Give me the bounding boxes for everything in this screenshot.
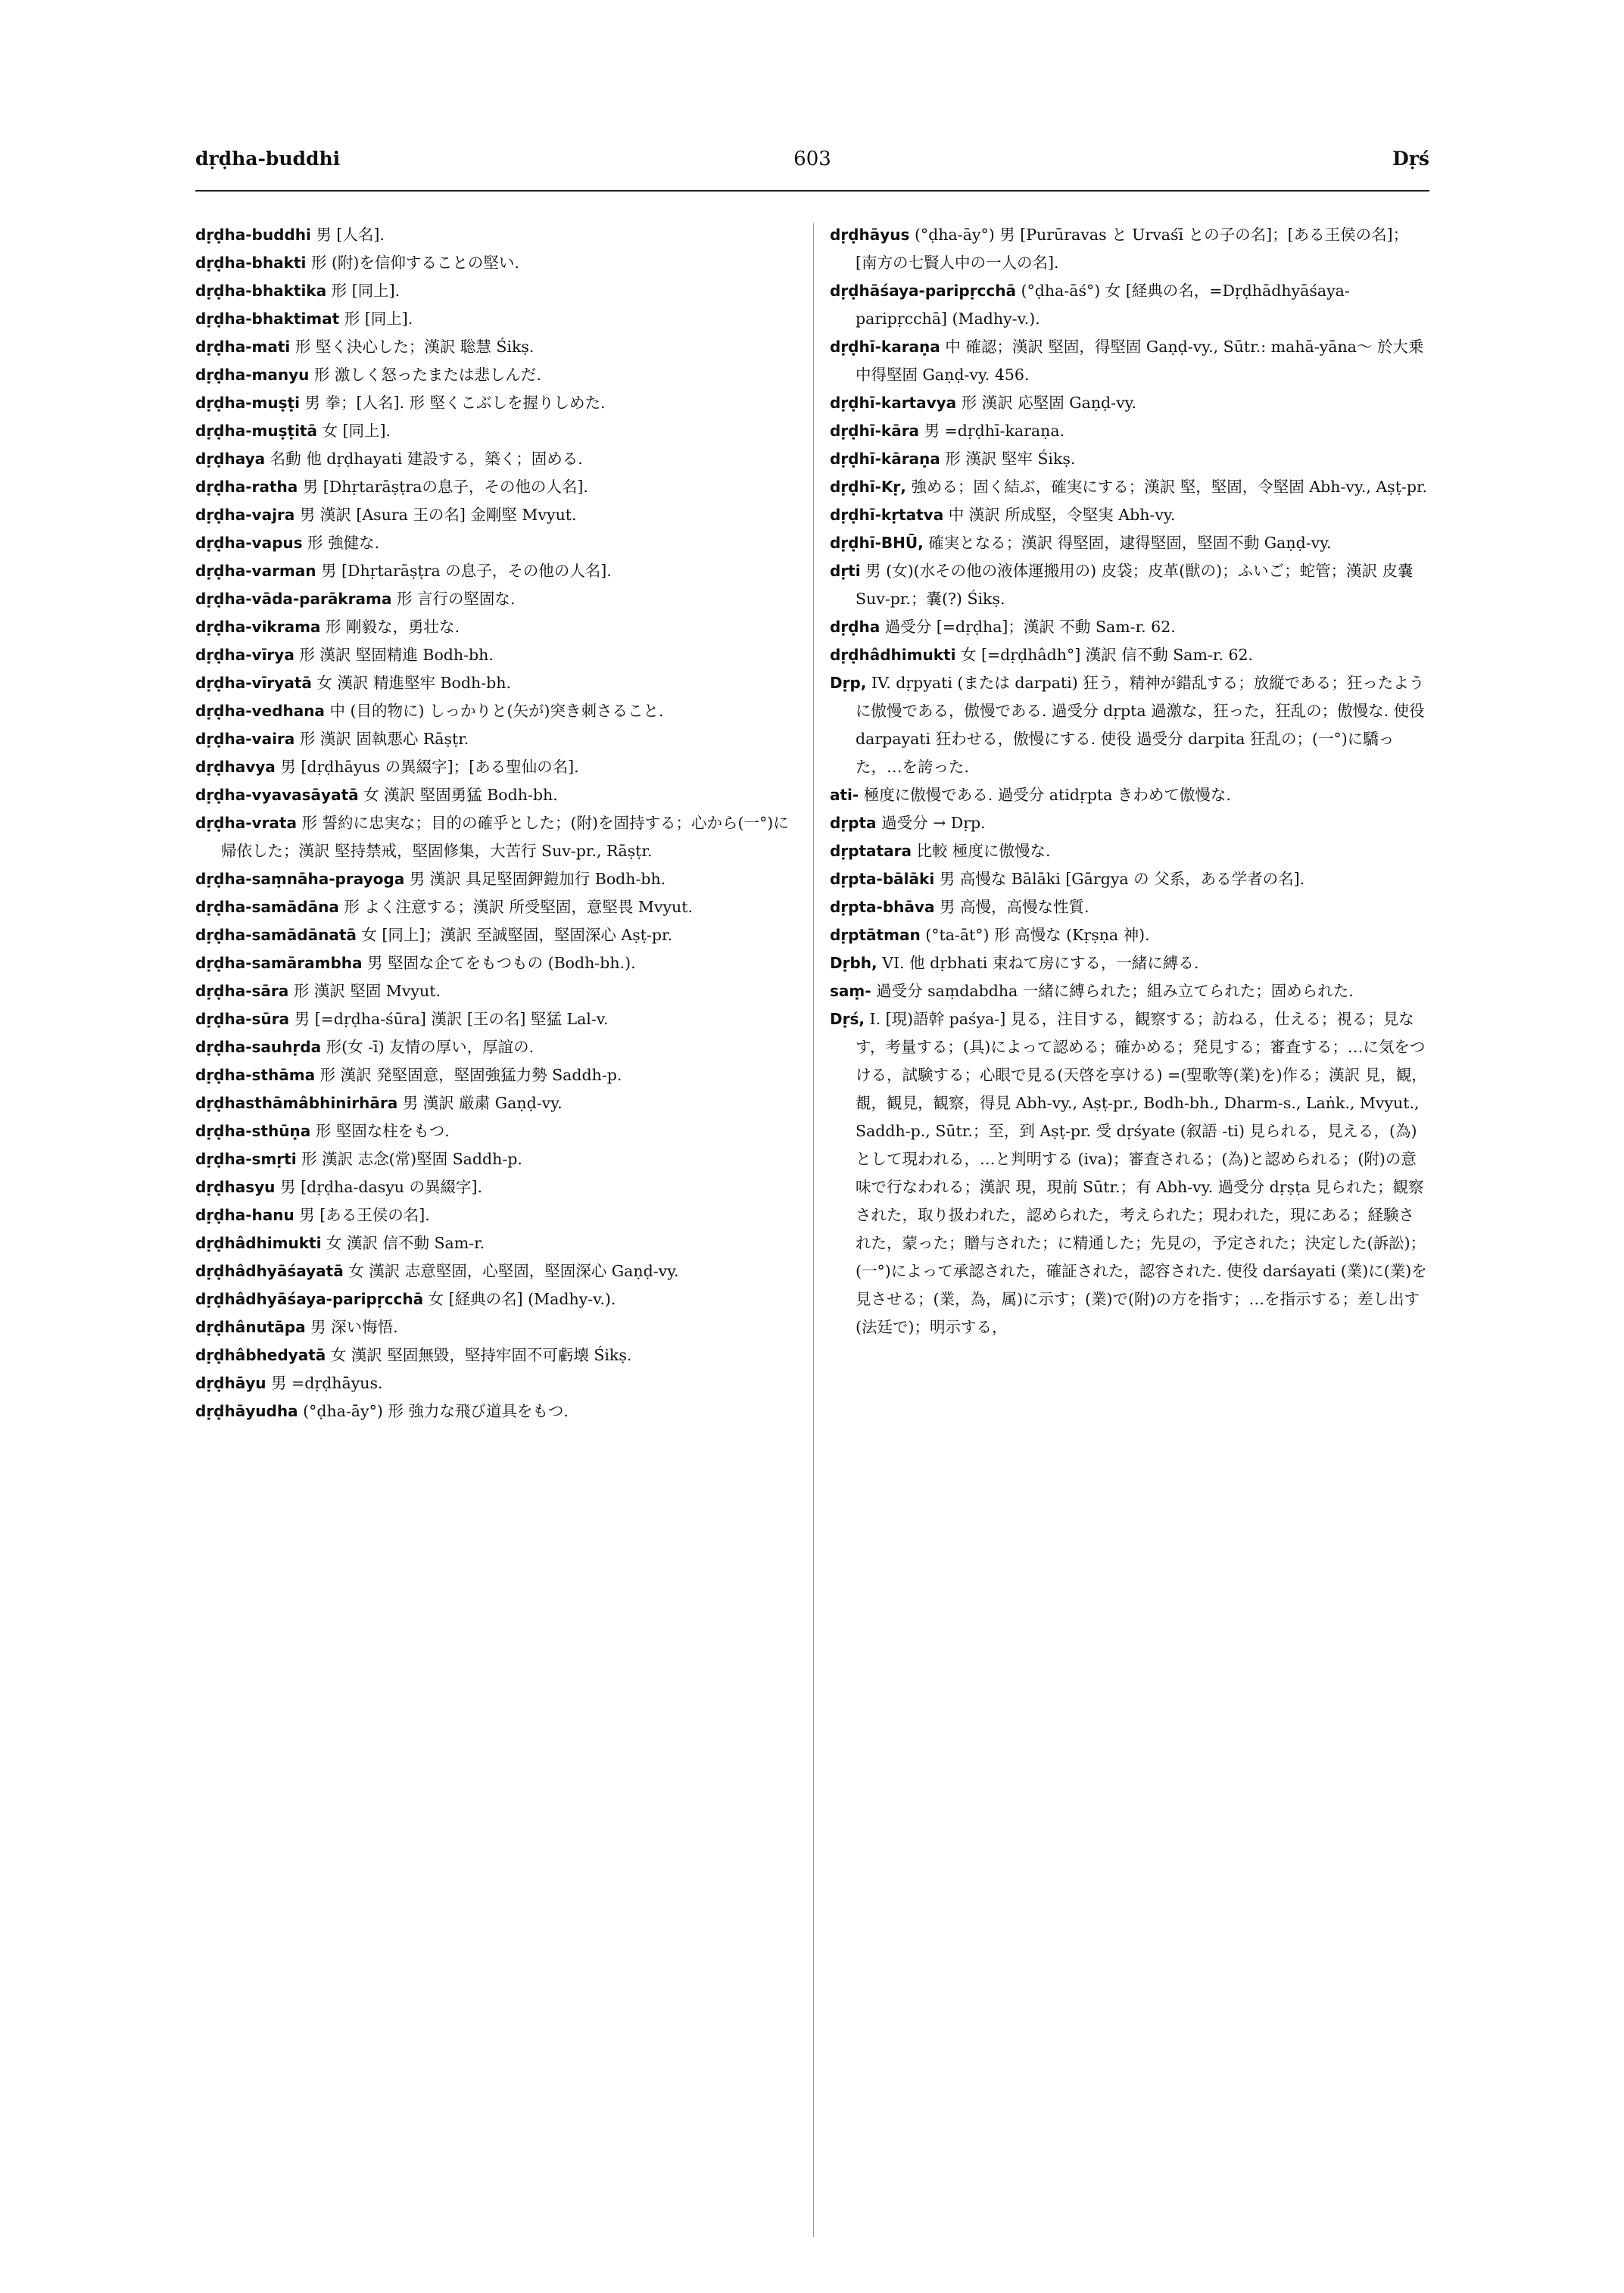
entry-definition: (°ḍha-āy°) 男 [Purūravas と Urvaśī との子の名]；[ある王侯の名]；[南方の七賢人中の一人の名]. <box>856 226 1409 272</box>
entry-definition: 形 激しく怒ったまたは悲しんだ. <box>309 366 541 384</box>
entry-definition: 女 漢訳 堅固勇猛 Bodh-bh. <box>358 786 558 804</box>
dictionary-entry <box>830 1005 1428 1341</box>
dictionary-entry <box>830 557 1428 613</box>
entry-definition: 形 漢訳 堅固 Mvyut. <box>288 982 441 1000</box>
entry-definition: 男 [Dhṛtarāṣṭraの息子，その他の人名]. <box>298 478 588 496</box>
dictionary-entry <box>195 1201 793 1229</box>
entry-headword: dṛḍhavya <box>195 758 276 776</box>
dictionary-entry <box>830 949 1428 977</box>
dictionary-entry <box>195 249 793 277</box>
dictionary-entry <box>830 613 1428 641</box>
entry-definition: 男 [Dhṛtarāṣṭra の息子，その他の人名]. <box>316 562 612 580</box>
dictionary-entry <box>195 613 793 641</box>
dictionary-entry <box>830 893 1428 921</box>
entry-headword: dṛḍha-vīrya <box>195 646 295 664</box>
entry-definition: 男 [dṛḍhāyus の異綴字]；[ある聖仙の名]. <box>275 758 579 776</box>
entry-definition: 過受分 saṃdabdha 一緒に縛られた；組み立てられた；固められた. <box>871 982 1354 1000</box>
entry-headword: dṛḍhī-kṛtatva <box>830 506 944 524</box>
dictionary-entry <box>195 1005 793 1033</box>
entry-definition: 男 漢訳 厳粛 Gaṇḍ-vy. <box>397 1094 563 1112</box>
entry-headword: dṛḍha-vaira <box>195 730 295 748</box>
dictionary-entry <box>195 1089 793 1117</box>
entry-headword: dṛḍha-manyu <box>195 366 310 384</box>
entry-definition: 形 漢訳 固執悪心 Rāṣṭr. <box>295 730 469 748</box>
page-header <box>195 148 1429 185</box>
entry-headword: dṛḍha-saṃnāha-prayoga <box>195 870 405 888</box>
entry-headword: dṛḍha-hanu <box>195 1206 295 1224</box>
dictionary-entry <box>195 417 793 445</box>
entry-definition: 男 深い悔悟. <box>305 1318 398 1336</box>
entry-definition: 女 漢訳 精進堅牢 Bodh-bh. <box>311 674 511 692</box>
dictionary-entry <box>195 585 793 613</box>
entry-headword: dṛḍha-samārambha <box>195 954 363 972</box>
entry-headword: dṛḍha-vrata <box>195 814 297 832</box>
dictionary-entry <box>195 753 793 781</box>
entry-headword: dṛḍhânutāpa <box>195 1318 306 1336</box>
entry-headword: dṛḍha-samādānatā <box>195 926 357 944</box>
entry-definition: 形 言行の堅固な. <box>391 590 516 608</box>
dictionary-entry <box>195 445 793 473</box>
entry-definition: 男 [=dṛḍha-śūra] 漢訳 [王の名] 堅猛 Lal-v. <box>289 1010 609 1028</box>
entry-definition: 形 漢訳 堅固精進 Bodh-bh. <box>294 646 494 664</box>
dictionary-entry <box>195 669 793 697</box>
entry-definition: 男 [人名]. <box>310 226 385 244</box>
entry-headword: Dṛś, <box>830 1010 865 1028</box>
entry-definition: 男 (女)(水その他の液体運搬用の) 皮袋；皮革(獣の)；ふいご；蛇管；漢訳 皮嚢 Suv-pr.；嚢(?) Śikṣ. <box>856 562 1414 608</box>
entry-headword: dṛti <box>830 562 861 580</box>
entry-headword: dṛḍha-mati <box>195 338 291 356</box>
dictionary-entry <box>195 1313 793 1341</box>
entry-headword: dṛḍhī-kartavya <box>830 394 957 412</box>
dictionary-entry <box>830 445 1428 473</box>
entry-definition: IV. dṛpyati (または darpati) 狂う，精神が錯乱する；放縦である；狂ったように傲慢である，傲慢である. 過受分 dṛpta 過激な，狂った，狂乱の；傲慢な. 使役 darpayati 狂わせる，傲慢にする. 使役 過受分 darpita 狂乱の；(一°)に驕った，…を誇った. <box>856 674 1425 776</box>
dictionary-entry <box>830 809 1428 837</box>
entry-definition: 女 [同上]；漢訳 至誠堅固，堅固深心 Aṣṭ-pr. <box>356 926 673 944</box>
entry-headword: dṛḍha <box>830 618 881 636</box>
entry-headword: dṛḍha-vapus <box>195 534 303 552</box>
entry-headword: dṛḍhī-kāraṇa <box>830 450 940 468</box>
dictionary-entry <box>195 389 793 417</box>
entry-headword: dṛḍhī-kāra <box>830 422 920 440</box>
dictionary-entry <box>195 865 793 893</box>
dictionary-entry <box>830 529 1428 557</box>
entry-headword: dṛpta-bhāva <box>830 898 935 916</box>
entry-definition: 男 =dṛḍhāyus. <box>266 1374 383 1392</box>
entry-headword: dṛḍha-vīryatā <box>195 674 312 692</box>
dictionary-entry <box>195 809 793 865</box>
entry-definition: VI. 他 dṛbhati 束ねて房にする，一緒に縛る. <box>877 954 1199 972</box>
entry-definition: 形 [同上]. <box>339 310 413 328</box>
dictionary-entry <box>195 305 793 333</box>
dictionary-entry <box>830 333 1428 389</box>
dictionary-entry <box>195 361 793 389</box>
dictionary-entry <box>195 977 793 1005</box>
entry-definition: 過受分 [=dṛḍha]；漢訳 不動 Sam-r. 62. <box>880 618 1176 636</box>
entry-definition: 男 漢訳 具足堅固鉀鎧加行 Bodh-bh. <box>404 870 666 888</box>
entry-headword: dṛḍhāyus <box>830 226 910 244</box>
entry-headword: dṛḍha-sauhṛda <box>195 1038 322 1056</box>
entry-definition: 形 剛毅な，勇壮な. <box>320 618 460 636</box>
dictionary-entry <box>195 641 793 669</box>
entry-definition: (°ta-āt°) 形 高慢な (Kṛṣṇa 神). <box>920 926 1150 944</box>
entry-headword: dṛḍha-sthūṇa <box>195 1122 311 1140</box>
entry-definition: 確実となる；漢訳 得堅固，逮得堅固，堅固不動 Gaṇḍ-vy. <box>923 534 1332 552</box>
entry-headword: dṛḍha-varman <box>195 562 316 580</box>
entry-definition: 形 漢訳 堅牢 Śikṣ. <box>940 450 1076 468</box>
entry-definition: 女 [経典の名] (Madhy-v.). <box>423 1290 616 1308</box>
entry-headword: dṛḍha-ratha <box>195 478 298 496</box>
dictionary-entry <box>830 389 1428 417</box>
entry-headword: dṛḍha-muṣṭitā <box>195 422 317 440</box>
dictionary-entry <box>195 221 793 249</box>
right-column <box>830 221 1428 1341</box>
entry-definition: 形 堅固な柱をもつ. <box>310 1122 450 1140</box>
entry-headword: dṛḍhâdhimukti <box>830 646 956 664</box>
entry-definition: 男 =dṛḍhī-karaṇa. <box>919 422 1065 440</box>
entry-headword: dṛḍhī-BHŪ, <box>830 534 924 552</box>
dictionary-entry <box>195 949 793 977</box>
header-rule <box>195 190 1429 192</box>
entry-headword: dṛḍha-smṛti <box>195 1150 297 1168</box>
entry-definition: 女 漢訳 志意堅固，心堅固，堅固深心 Gaṇḍ-vy. <box>343 1262 679 1280</box>
entry-headword: dṛḍha-samādāna <box>195 898 339 916</box>
entry-definition: 男 拳；[人名]. 形 堅くこぶしを握りしめた. <box>299 394 606 412</box>
entry-headword: dṛḍhāyu <box>195 1374 267 1392</box>
entry-headword: dṛḍhaya <box>195 450 266 468</box>
running-head-right: Dṛś <box>1392 148 1429 170</box>
left-column <box>195 221 793 1425</box>
entry-definition: 男 堅固な企てをもつもの (Bodh-bh.). <box>362 954 636 972</box>
entry-headword: dṛptatara <box>830 842 912 860</box>
dictionary-entry <box>830 921 1428 949</box>
dictionary-entry <box>195 1061 793 1089</box>
entry-headword: dṛḍha-bhaktimat <box>195 310 340 328</box>
entry-headword: dṛḍha-sāra <box>195 982 289 1000</box>
entry-definition: 形(女 -ī) 友情の厚い，厚誼の. <box>321 1038 535 1056</box>
dictionary-entry <box>195 557 793 585</box>
dictionary-entry <box>195 1173 793 1201</box>
entry-definition: 極度に傲慢である. 過受分 atidṛpta きわめて傲慢な. <box>859 786 1231 804</box>
entry-definition: 中 確認；漢訳 堅固，得堅固 Gaṇḍ-vy., Sūtr.: mahā-yāna～ 於大乗中得堅固 Gaṇḍ-vy. 456. <box>856 338 1424 384</box>
entry-definition: 男 [dṛḍha-dasyu の異綴字]. <box>275 1178 483 1196</box>
entry-headword: dṛḍha-vāda-parākrama <box>195 590 392 608</box>
dictionary-entry <box>830 837 1428 865</box>
dictionary-entry <box>195 1117 793 1145</box>
dictionary-entry <box>830 473 1428 501</box>
entry-headword: dṛḍha-muṣṭi <box>195 394 300 412</box>
dictionary-entry <box>195 921 793 949</box>
dictionary-entry <box>195 1397 793 1425</box>
entry-definition: 男 高慢な Bālāki [Gārgya の 父系，ある学者の名]. <box>934 870 1305 888</box>
dictionary-entry <box>830 417 1428 445</box>
entry-headword: dṛḍhâdhimukti <box>195 1234 322 1252</box>
entry-headword: dṛḍhasyu <box>195 1178 276 1196</box>
dictionary-entry <box>830 977 1428 1005</box>
dictionary-entry <box>195 697 793 725</box>
entry-definition: 男 [ある王侯の名]. <box>294 1206 430 1224</box>
dictionary-entry <box>195 501 793 529</box>
dictionary-entry <box>830 641 1428 669</box>
dictionary-entry <box>195 893 793 921</box>
entry-definition: 形 誓約に忠実な；目的の確乎とした；(附)を固持する；心から(一°)に帰依した；漢訳 堅持禁戒，堅固修集，大苦行 Suv-pr., Rāṣṭr. <box>221 814 789 860</box>
entry-headword: dṛḍha-sūra <box>195 1010 290 1028</box>
entry-definition: 女 [同上]. <box>317 422 391 440</box>
entry-headword: dṛḍhāśaya-paripṛcchā <box>830 282 1017 300</box>
entry-definition: 形 強健な. <box>302 534 380 552</box>
entry-headword: dṛḍhasthāmâbhinirhāra <box>195 1094 398 1112</box>
entry-headword: dṛḍha-sthāma <box>195 1066 316 1084</box>
dictionary-entry <box>195 1369 793 1397</box>
entry-definition: 形 漢訳 志念(常)堅固 Saddh-p. <box>296 1150 522 1168</box>
entry-headword: dṛḍhâdhyāśaya-paripṛcchā <box>195 1290 424 1308</box>
entry-definition: 過受分 → Dṛp. <box>876 814 986 832</box>
entry-headword: dṛḍha-vajra <box>195 506 295 524</box>
entry-headword: dṛḍha-buddhi <box>195 226 311 244</box>
entry-headword: dṛḍha-bhakti <box>195 254 307 272</box>
dictionary-entry <box>830 781 1428 809</box>
page-number: 603 <box>793 148 831 170</box>
entry-definition: 強める；固く結ぶ，確実にする；漢訳 堅，堅固，令堅固 Abh-vy., Aṣṭ-pr. <box>906 478 1428 496</box>
entry-definition: (°ḍha-āś°) 女 [経典の名，=Dṛḍhādhyāśaya-paripṛcchā] (Madhy-v.). <box>856 282 1350 328</box>
dictionary-entry <box>195 1257 793 1285</box>
entry-headword: dṛpta <box>830 814 877 832</box>
column-divider <box>813 223 814 2237</box>
dictionary-entry <box>195 333 793 361</box>
entry-definition: 男 漢訳 [Asura 王の名] 金剛堅 Mvyut. <box>295 506 577 524</box>
entry-definition: 女 漢訳 堅固無毀，堅持牢固不可虧壊 Śikṣ. <box>326 1346 632 1364</box>
entry-definition: 中 (目的物に) しっかりと(矢が)突き刺さること. <box>324 702 664 720</box>
entry-headword: dṛptātman <box>830 926 921 944</box>
dictionary-entry <box>830 277 1428 333</box>
dictionary-entry <box>195 473 793 501</box>
entry-headword: dṛḍha-vikrama <box>195 618 321 636</box>
entry-headword: dṛḍha-vedhana <box>195 702 325 720</box>
dictionary-entry <box>195 781 793 809</box>
dictionary-entry <box>195 1145 793 1173</box>
entry-definition: 中 漢訳 所成堅，令堅実 Abh-vy. <box>943 506 1176 524</box>
entry-definition: 形 堅く決心した；漢訳 聡慧 Śikṣ. <box>290 338 535 356</box>
entry-headword: saṃ- <box>830 982 871 1000</box>
entry-definition: 形 よく注意する；漢訳 所受堅固，意堅畏 Mvyut. <box>338 898 694 916</box>
entry-definition: 男 高慢，高慢な性質. <box>934 898 1089 916</box>
entry-definition: 名動 他 dṛḍhayati 建設する，築く；固める. <box>265 450 583 468</box>
entry-headword: dṛpta-bālāki <box>830 870 935 888</box>
entry-definition: 形 漢訳 応堅固 Gaṇḍ-vy. <box>956 394 1137 412</box>
dictionary-entry <box>195 1341 793 1369</box>
entry-definition: (°ḍha-āy°) 形 強力な飛び道具をもつ. <box>298 1402 569 1420</box>
dictionary-entry <box>195 725 793 753</box>
dictionary-entry <box>830 669 1428 781</box>
entry-headword: dṛḍhâdhyāśayatā <box>195 1262 344 1280</box>
entry-headword: dṛḍhāyudha <box>195 1402 298 1420</box>
entry-definition: 形 [同上]. <box>326 282 401 300</box>
dictionary-entry <box>195 1285 793 1313</box>
entry-definition: 女 [=dṛḍhâdh°] 漢訳 信不動 Sam-r. 62. <box>955 646 1254 664</box>
dictionary-entry <box>195 1229 793 1257</box>
entry-headword: Dṛp, <box>830 674 867 692</box>
running-head-left: dṛḍha-buddhi <box>195 148 341 170</box>
dictionary-entry <box>195 1033 793 1061</box>
dictionary-entry <box>830 221 1428 277</box>
entry-headword: dṛḍha-vyavasāyatā <box>195 786 359 804</box>
entry-headword: dṛḍhī-Kṛ, <box>830 478 906 496</box>
entry-definition: I. [現)語幹 paśya-] 見る，注目する，観察する；訪ねる，仕える；視る；見なす，考量する；(具)によって認める；確かめる；発見する；審査する；…に気をつける，試験する；心眼で見る(天啓を享ける) =(聖歌等(業)を)作る；漢訳 見，観，覩，観見，観察，得見 Abh-vy., Aṣṭ-pr., Bodh-bh., Dharm-s., Laṅk., Mvyut., Saddh-p., Sūtr.；至，到 Aṣṭ-pr. 受 dṛśyate (叙語 -ti) 見られる，見える，(為)として現われる，…と判明する (iva)；審査される；(為)と認められる；(附)の意味で行なわれる；漢訳 現，現前 Sūtr.；有 Abh-vy. 過受分 dṛṣṭa 見られた；観察された，取り扱われた，認められた，考えられた；現われた，現にある；経験された，蒙った；贈与された；に精通した；先見の，予定された；決定した(訴訟)；(一°)によって承認された，確証された，認容された. 使役 darśayati (業)に(業)を見させる；(業，為，属)に示す；(業)で(附)の方を指す；…を指示する；差し出す(法廷で)；明示する， <box>856 1010 1427 1336</box>
entry-headword: dṛḍhī-karaṇa <box>830 338 940 356</box>
entry-definition: 比較 極度に傲慢な. <box>911 842 1051 860</box>
entry-headword: ati- <box>830 786 859 804</box>
entry-headword: dṛḍhâbhedyatā <box>195 1346 326 1364</box>
entry-headword: dṛḍha-bhaktika <box>195 282 327 300</box>
dictionary-entry <box>195 529 793 557</box>
entry-headword: Dṛbh, <box>830 954 877 972</box>
entry-definition: 女 漢訳 信不動 Sam-r. <box>321 1234 485 1252</box>
entry-definition: 形 (附)を信仰することの堅い. <box>306 254 519 272</box>
dictionary-entry <box>830 865 1428 893</box>
dictionary-entry <box>195 277 793 305</box>
entry-definition: 形 漢訳 発堅固意，堅固強猛力勢 Saddh-p. <box>315 1066 622 1084</box>
dictionary-entry <box>830 501 1428 529</box>
